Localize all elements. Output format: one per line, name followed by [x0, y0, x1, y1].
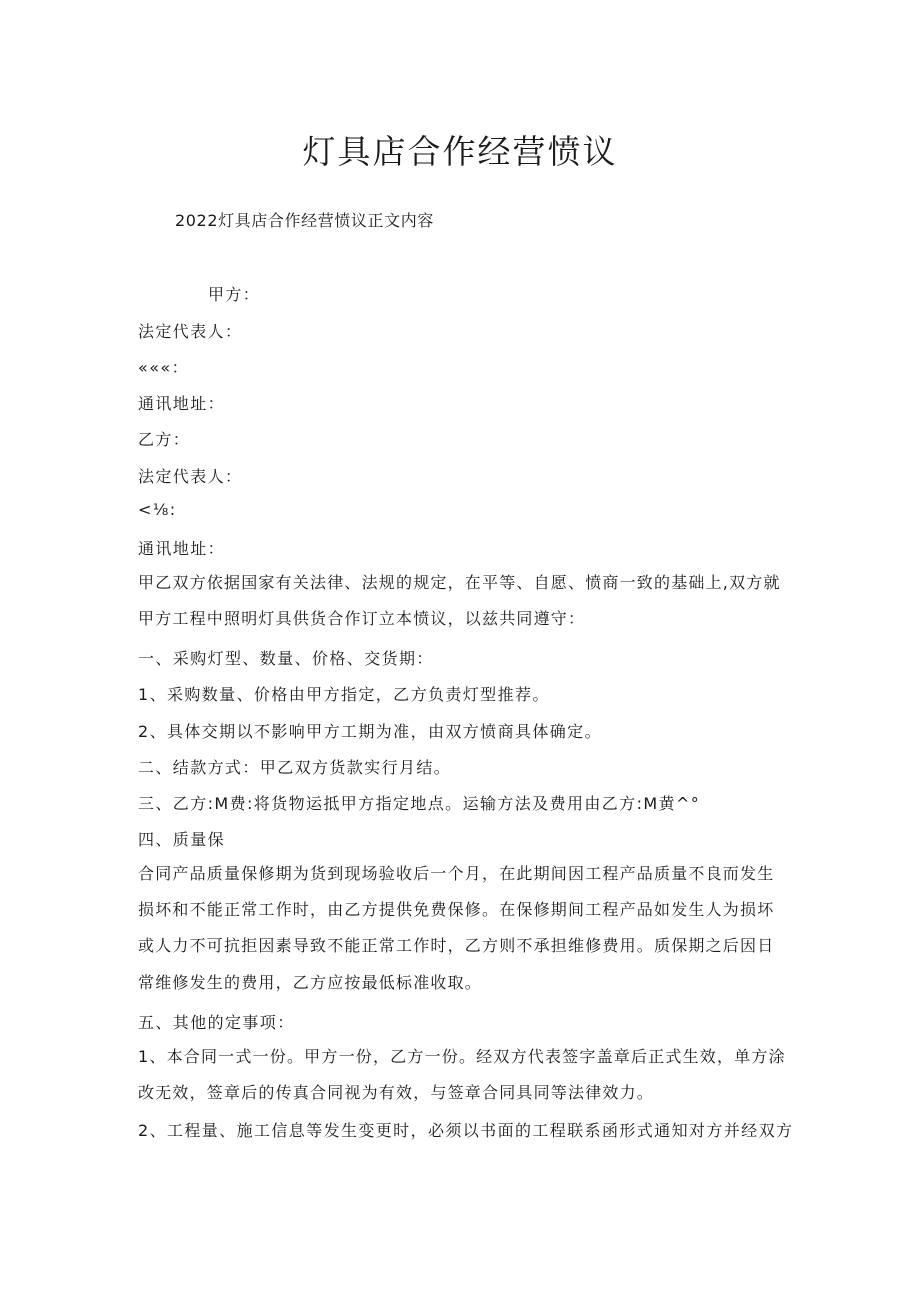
party-b-garbled-field: <⅛: — [138, 500, 177, 519]
section-1-item-2: 2、具体交期以不影响甲方工期为准，由双方愤商具体确定。 — [138, 722, 602, 741]
party-a-garbled-field: «««： — [138, 358, 189, 377]
section-4-heading: 四、质量保 — [138, 830, 226, 849]
document-title: 灯具店合作经营愤议 — [302, 132, 618, 171]
party-b-address: 通讯地址： — [138, 539, 226, 558]
section-5-item-1: 1、本合同一式一份。甲方一份，乙方一份。经双方代表签字盖章后正式生效，单方涂改无效，签章后的传真合同视为有效，与签章合同具同等法律效力。 — [138, 1047, 786, 1103]
party-a-address: 通讯地址： — [138, 394, 226, 413]
document-subtitle: 2022灯具店合作经营愤议正文内容 — [175, 211, 434, 230]
section-3-heading: 三、乙方:M费:将货物运抵甲方指定地点。运输方法及费用由乙方:M黄^° — [138, 794, 701, 813]
party-b-label: 乙方： — [138, 430, 191, 449]
party-a-label: 甲方： — [208, 285, 261, 304]
party-b-representative: 法定代表人： — [138, 467, 243, 486]
section-5-item-2: 2、工程量、施工信息等发生变更时，必须以书面的工程联系函形式通知对方并经双方 — [138, 1121, 794, 1140]
intro-paragraph: 甲乙双方依据国家有关法律、法规的规定，在平等、自愿、愤商一致的基础上,双方就甲方工程中照明灯具供货合作订立本愤议，以兹共同遵守： — [138, 573, 781, 629]
section-1-item-1: 1、采购数量、价格由甲方指定，乙方负责灯型推荐。 — [138, 685, 550, 704]
party-a-representative: 法定代表人： — [138, 322, 243, 341]
section-2-heading: 二、结款方式：甲乙双方货款实行月结。 — [138, 758, 452, 777]
section-5-heading: 五、其他的定事项： — [138, 1013, 295, 1032]
section-4-body: 合同产品质量保修期为货到现场验收后一个月，在此期间因工程产品质量不良而发生损坏和不能正常工作时，由乙方提供免费保修。在保修期间工程产品如发生人为损坏或人力不可抗拒因素导致不能正常工作时，乙方则不承担维修费用。质保期之后因日常维修发生的费用，乙方应按最低标准收取。 — [138, 864, 775, 992]
section-1-heading: 一、采购灯型、数量、价格、交货期： — [138, 649, 434, 668]
